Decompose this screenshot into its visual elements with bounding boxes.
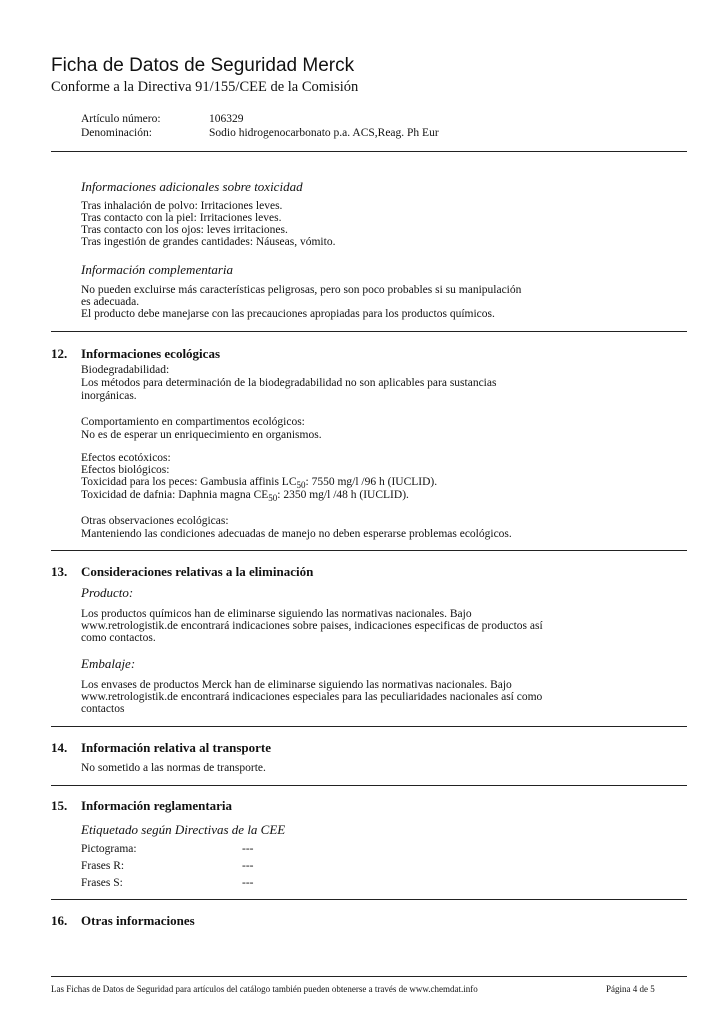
- packaging-disposal-line: www.retrologistik.de encontrará indicaciones especiales para las peculiaridades nacionales así como: [81, 691, 543, 703]
- other-eco-line: Otras observaciones ecológicas:: [81, 515, 229, 527]
- tox-heading: Informaciones adicionales sobre toxicidad: [81, 179, 303, 194]
- denomination-label: Denominación:: [81, 127, 152, 139]
- section-16-number: 16.: [51, 913, 68, 928]
- eco-compartment-line: Comportamiento en compartimentos ecológicos:: [81, 416, 305, 428]
- section-14-title: Información relativa al transporte: [81, 740, 272, 755]
- tox-line: Tras contacto con los ojos: leves irritaciones.: [81, 224, 288, 236]
- comp-info-line: El producto debe manejarse con las precauciones apropiadas para los productos químicos.: [81, 308, 495, 320]
- biodeg-line: Biodegradabilidad:: [81, 364, 170, 376]
- divider: [51, 785, 687, 786]
- section-12-title: Informaciones ecológicas: [81, 346, 221, 361]
- section-15-number: 15.: [51, 798, 68, 813]
- transport-line: No sometido a las normas de transporte.: [81, 762, 266, 774]
- product-disposal-line: www.retrologistik.de encontrará indicaciones sobre paises, indicaciones especificas de productos así: [81, 620, 543, 632]
- regulatory-value: ---: [242, 877, 254, 889]
- regulatory-label: Pictograma:: [81, 843, 137, 855]
- regulatory-label: Frases R:: [81, 860, 125, 872]
- regulatory-value: ---: [242, 860, 254, 872]
- biodeg-line: Los métodos para determinación de la biodegradabilidad no son aplicables para sustancias: [81, 377, 497, 389]
- section-13-number: 13.: [51, 564, 68, 579]
- product-disposal-line: Los productos químicos han de eliminarse siguiendo las normativas nacionales. Bajo: [81, 608, 472, 620]
- footer-note: Las Fichas de Datos de Seguridad para artículos del catálogo también pueden obtenerse a través de www.chemdat.info: [51, 984, 478, 994]
- fish-toxicity-line: Toxicidad para los peces: Gambusia affinis $LC_{50}$: 7550 mg/l /96 h (IUCLID).: [81, 476, 438, 490]
- tox-line: Tras ingestión de grandes cantidades: Náuseas, vómito.: [81, 236, 336, 248]
- biodeg-line: inorgánicas.: [81, 390, 137, 402]
- product-heading: Producto:: [81, 585, 134, 600]
- other-eco-line: Manteniendo las condiciones adecuadas de manejo no deben esperarse problemas ecológicos.: [81, 528, 512, 540]
- page-number: Página 4 de 5: [606, 984, 655, 994]
- packaging-disposal-line: Los envases de productos Merck han de eliminarse siguiendo las normativas nacionales. Bajo: [81, 679, 512, 691]
- comp-info-line: es adecuada.: [81, 296, 140, 308]
- divider: [51, 726, 687, 727]
- product-disposal-line: como contactos.: [81, 632, 156, 644]
- document-title: Ficha de Datos de Seguridad Merck: [51, 55, 355, 76]
- regulatory-label: Frases S:: [81, 877, 123, 889]
- divider: [51, 331, 687, 332]
- daphnia-toxicity-line: Toxicidad de dafnia: Daphnia magna $CE_{50}$: 2350 mg/l /48 h (IUCLID).: [81, 489, 409, 503]
- divider: [51, 151, 687, 152]
- packaging-disposal-line: contactos: [81, 703, 125, 715]
- tox-line: Tras inhalación de polvo: Irritaciones leves.: [81, 200, 283, 212]
- section-13-title: Consideraciones relativas a la eliminación: [81, 564, 314, 579]
- divider: [51, 550, 687, 551]
- tox-line: Tras contacto con la piel: Irritaciones leves.: [81, 212, 282, 224]
- eco-compartment-line: No es de esperar un enriquecimiento en organismos.: [81, 429, 322, 441]
- divider: [51, 899, 687, 900]
- labelling-heading: Etiquetado según Directivas de la CEE: [81, 822, 286, 837]
- comp-info-line: No pueden excluirse más características peligrosas, pero son poco probables si su manipulación: [81, 284, 522, 296]
- article-number-label: Artículo número:: [81, 113, 161, 125]
- document-subtitle: Conforme a la Directiva 91/155/CEE de la Comisión: [51, 79, 359, 95]
- article-number-value: 106329: [209, 113, 244, 125]
- denomination-value: Sodio hidrogenocarbonato p.a. ACS,Reag. Ph Eur: [209, 127, 439, 139]
- section-16-title: Otras informaciones: [81, 913, 195, 928]
- comp-info-heading: Información complementaria: [81, 262, 234, 277]
- footer-divider: [51, 976, 687, 977]
- ecotox-line: Efectos biológicos:: [81, 464, 170, 476]
- section-15-title: Información reglamentaria: [81, 798, 233, 813]
- packaging-heading: Embalaje:: [81, 656, 136, 671]
- regulatory-value: ---: [242, 843, 254, 855]
- section-12-number: 12.: [51, 346, 68, 361]
- ecotox-line: Efectos ecotóxicos:: [81, 452, 171, 464]
- section-14-number: 14.: [51, 740, 68, 755]
